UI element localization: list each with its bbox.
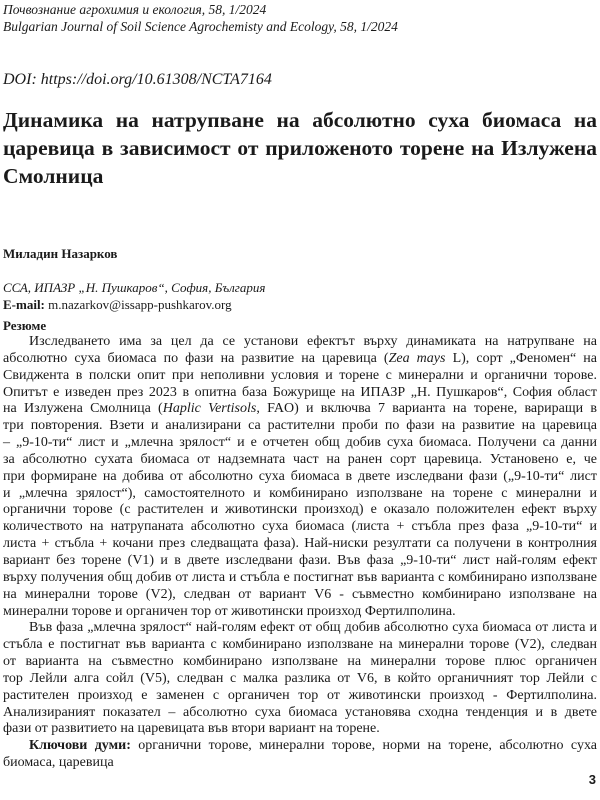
latin-term: Zea mays bbox=[388, 350, 446, 366]
abstract-body bbox=[3, 334, 597, 772]
abstract-line: Във фаза „млечна зрялост“ най-голям ефект от общ добив абсолютно суха биомаса от листа и bbox=[29, 620, 597, 636]
keywords-line: биомаса, царевица bbox=[3, 755, 114, 771]
abstract-line: органични торове (с растителен и животински произход) е оказало положителен ефект върху bbox=[3, 502, 597, 518]
abstract-line: Анализираният показател – абсолютно суха биомаса установява сходна тенденция и в двете bbox=[3, 704, 597, 720]
abstract-line bbox=[3, 401, 597, 418]
abstract-line: стъбла е постигнат във варианта с комбинирано използване на минерални торове (V2), следван bbox=[3, 637, 597, 653]
text-segment: , FAO) и включва 7 варианта на торене, вариращи в bbox=[256, 401, 597, 417]
author-name: Миладин Назарков bbox=[3, 246, 118, 261]
abstract-heading: Резюме bbox=[3, 318, 47, 333]
text-segment: абсолютно суха биомаса по фази на развитие на царевица ( bbox=[3, 350, 389, 366]
latin-term: Haplic Vertisols bbox=[162, 401, 257, 417]
abstract-line: Опитът е изведен през 2023 в опитна база Божурище на ИПАЗР „Н. Пушкаров“, София област bbox=[3, 384, 597, 400]
abstract-line: тор Лейли алга сойл (V5), следван с малка разлика от V6, в който органичният тор Лейли с bbox=[3, 670, 597, 686]
title-line: Смолница bbox=[3, 164, 104, 188]
author-email bbox=[3, 297, 232, 313]
abstract-line: Свиджента в полски опит при неполивни условия и торене с минерални и органични торове. bbox=[3, 367, 597, 383]
abstract-line: – „9-10-ти“ лист и „млечна зрялост“ и е отчетен общ добив суха биомаса. Получени са данни bbox=[3, 435, 597, 451]
keywords-line bbox=[3, 738, 597, 755]
abstract-line: минерални торове и органичен тор от животински произход Фертилполина. bbox=[3, 603, 456, 619]
abstract-line: и „млечна зрялост“), самостоятелното и комбинирано използване на торене с минерални и bbox=[3, 485, 597, 501]
doi-link[interactable]: DOI: https://doi.org/10.61308/NCTA7164 bbox=[3, 71, 272, 88]
journal-title-en: Bulgarian Journal of Soil Science Agrochemisty and Ecology, 58, 1/2024 bbox=[3, 19, 398, 34]
abstract-line: вариант без торене (V1) и в двете изследвани фази. Във фаза „9-10-ти“ лист най-голям ефект bbox=[3, 552, 597, 568]
abstract-line: листа + стъбла + кочани през следващата фаза). Най-ниски резултати са получени в контролния bbox=[3, 536, 597, 552]
text-segment: L), сорт „Феномен“ на bbox=[445, 350, 598, 366]
abstract-line: от варианта на съвместно комбинирано използване на минерални торове плюс органичен bbox=[3, 654, 597, 670]
text-segment: на Излужена Смолница ( bbox=[3, 401, 163, 417]
title-line: Динамика на натрупване на абсолютно суха биомаса на bbox=[3, 108, 597, 132]
abstract-line: на минерални торове (V2), следван от вариант V6 - съвместно комбинирано използване на bbox=[3, 586, 597, 602]
email-address[interactable]: m.nazarkov@issapp-pushkarov.org bbox=[48, 297, 232, 312]
abstract-line: върху получения общ добив от листа и стъбла е постигнат във варианта с комбинирано използване bbox=[3, 569, 597, 585]
abstract-line: растителен произход е заменен с органичен тор от животински произход - Фертилполина. bbox=[3, 687, 597, 703]
abstract-line bbox=[3, 351, 597, 368]
abstract-line: три повторения. Взети и анализирани са растителни проби по фази на развитие на царевица bbox=[3, 418, 597, 434]
abstract-line: количеството на натрупаната абсолютно суха биомаса (листа + стъбла през фаза „9-10-ти“ и bbox=[3, 519, 597, 535]
abstract-line: Изследването има за цел да се установи ефектът върху динамиката на натрупване на bbox=[29, 334, 597, 349]
journal-title-bg: Почвознание агрохимия и екология, 58, 1/2024 bbox=[3, 2, 267, 17]
author-affiliation: ССА, ИПАЗР „Н. Пушкаров“, София, България bbox=[3, 280, 266, 295]
keywords-text: органични торове, минерални торове, норми на торене, абсолютно суха bbox=[130, 738, 597, 754]
keywords-label: Ключови думи: bbox=[29, 738, 131, 754]
email-label: E-mail: bbox=[3, 297, 45, 312]
page-number: 3 bbox=[588, 772, 596, 787]
article-title bbox=[3, 106, 597, 190]
title-line: царевица в зависимост от приложеното торене на Излужена bbox=[3, 136, 597, 160]
abstract-line: фази от развитието на царевицата във втори вариант на торене. bbox=[3, 721, 380, 737]
abstract-line: за абсолютно сухата биомаса от надземната част на ранен сорт царевица. Установено е, че bbox=[3, 451, 597, 467]
abstract-line: при формиране на добива от абсолютно суха биомаса в двете изследвани фази („9-10-ти“ лист bbox=[3, 468, 597, 484]
